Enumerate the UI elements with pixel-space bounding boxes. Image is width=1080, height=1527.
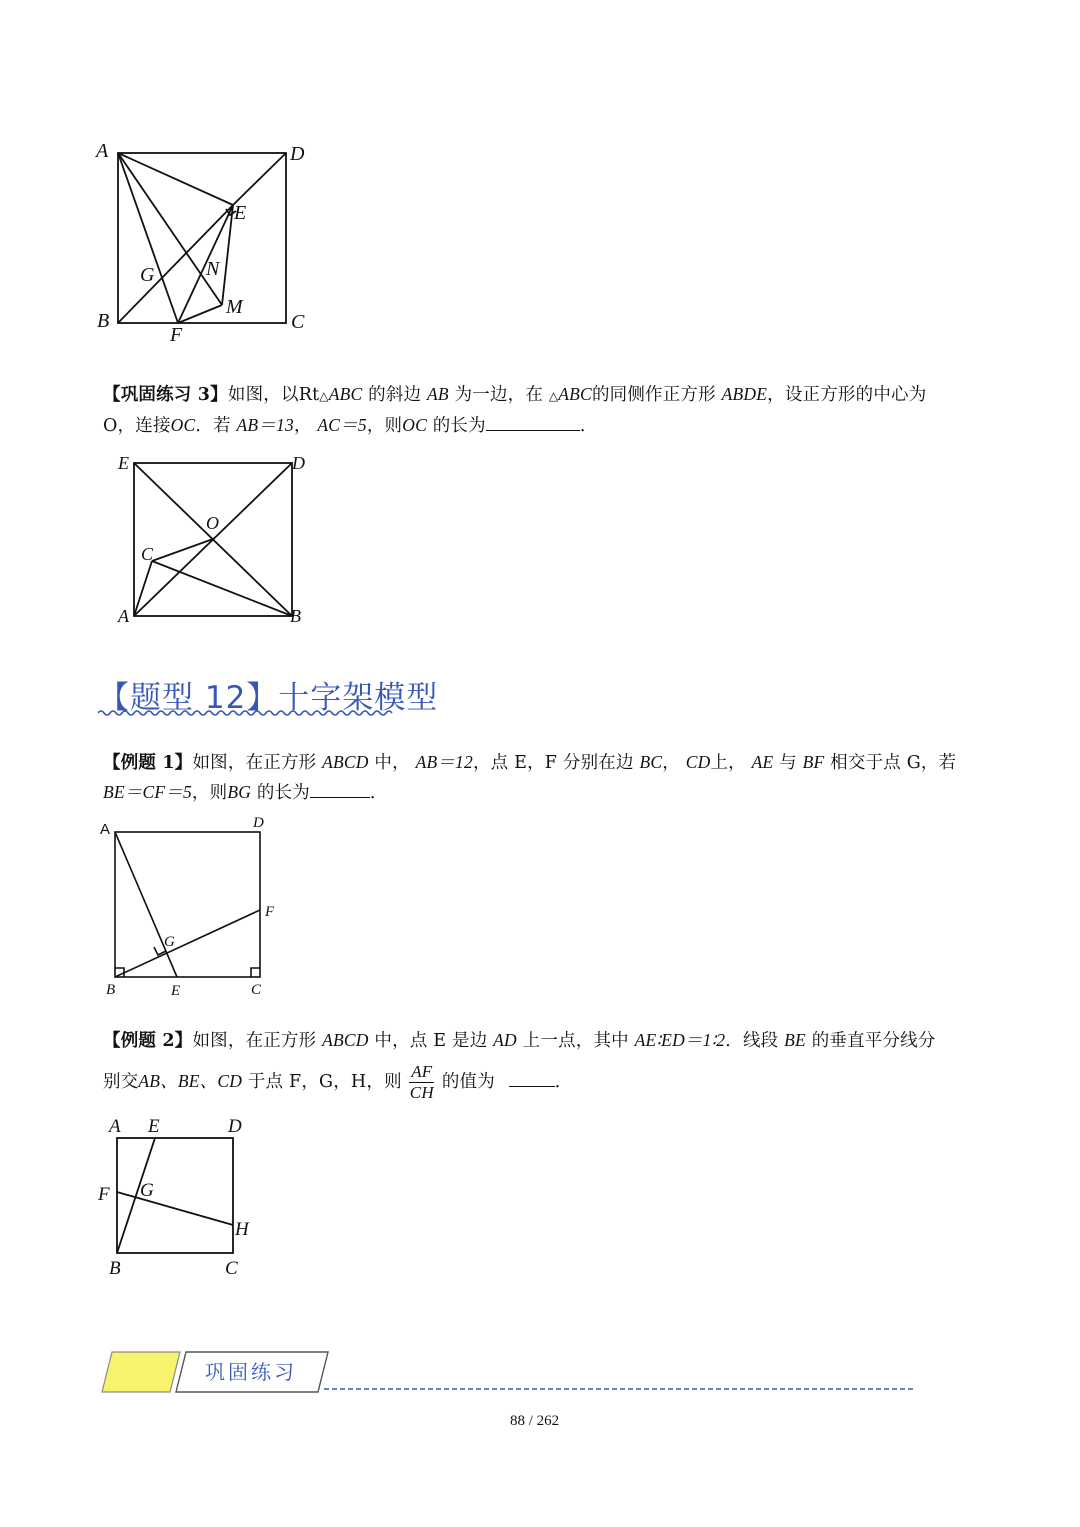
math: AB＝13: [236, 415, 294, 435]
label-F: F: [98, 1184, 110, 1205]
label-C: C: [141, 544, 154, 564]
text: 的垂直平分线分: [811, 1031, 936, 1051]
label-B: B: [106, 982, 116, 998]
exercise-tag: 【巩固练习 3】: [103, 385, 228, 405]
example-2-line-1: [103, 1026, 983, 1056]
math: BE: [784, 1030, 806, 1050]
label-B: B: [97, 310, 110, 332]
section-title-text: 【题型 12】十字架模型: [98, 680, 439, 716]
fraction-numerator: AF: [411, 1062, 433, 1081]
math: AD: [493, 1030, 517, 1050]
wavy-underline: [98, 708, 398, 718]
text: 上，: [710, 753, 746, 773]
label-B: B: [290, 606, 301, 626]
text: O，连接: [103, 416, 171, 436]
math: AB、BE、CD: [138, 1071, 243, 1091]
text: 中，: [374, 753, 410, 773]
label-O: O: [206, 513, 219, 533]
label-C: C: [225, 1258, 238, 1279]
text: 上一点，其中: [522, 1031, 629, 1051]
math: ABC: [328, 384, 363, 404]
figure-cross-model-2: [92, 1112, 267, 1287]
text: 相交于点 G，若: [830, 753, 957, 773]
label-E: E: [118, 453, 129, 473]
math: ABCD: [322, 752, 369, 772]
text: ，则: [191, 783, 228, 803]
label-F: F: [265, 904, 275, 920]
label-H: H: [235, 1219, 249, 1240]
math: AB: [427, 384, 449, 404]
math: OC: [402, 415, 427, 435]
math: ABCD: [322, 1030, 369, 1050]
text: ，点 E，F 分别在边: [472, 753, 634, 773]
math: ABC: [558, 384, 592, 404]
label-C: C: [291, 311, 305, 333]
math: BF: [802, 752, 825, 772]
label-G: G: [140, 264, 155, 286]
math: ABDE: [721, 384, 768, 404]
example-1-line-2: [103, 778, 983, 808]
label-B: B: [109, 1258, 121, 1279]
triangle-symbol: △: [319, 389, 329, 403]
text: 的值为: [441, 1072, 495, 1092]
text: 的斜边: [368, 385, 422, 405]
label-A: A: [100, 821, 111, 838]
label-D: D: [253, 815, 264, 831]
figure-square-abcd-emnfg: [90, 135, 330, 350]
text: ，: [662, 753, 680, 773]
label-G: G: [140, 1180, 154, 1201]
math: OC: [170, 415, 196, 435]
answer-blank[interactable]: [310, 796, 370, 798]
example-1: [103, 748, 983, 808]
label-E: E: [234, 202, 247, 224]
label-E: E: [171, 983, 181, 999]
example-2-line-2: [103, 1062, 983, 1103]
label-N: N: [206, 258, 220, 280]
text: ．: [554, 1072, 573, 1092]
label-D: D: [228, 1116, 242, 1137]
math: BC: [639, 752, 663, 772]
text: 中，点 E 是边: [374, 1031, 488, 1051]
text: Rt: [298, 385, 320, 405]
example-tag: 【例题 1】: [103, 753, 193, 773]
figure-cross-model-1: [95, 812, 290, 1002]
text: 别交: [103, 1072, 139, 1092]
exercise-3-line-2: [103, 411, 983, 441]
label-D: D: [292, 453, 305, 473]
answer-blank[interactable]: [486, 429, 580, 431]
text: 的长为: [256, 783, 310, 803]
exercise-3-line-1: [103, 380, 983, 411]
label-C: C: [251, 982, 262, 998]
text: 如图，以: [227, 385, 299, 405]
math: AE∶ED＝1∶2: [634, 1030, 726, 1050]
text: 的长为: [432, 416, 486, 436]
text: ．若: [195, 416, 231, 436]
fraction-denominator: CH: [409, 1083, 434, 1102]
example-2: [103, 1026, 983, 1103]
math: CD: [685, 752, 711, 772]
text: ．: [369, 783, 388, 803]
label-A: A: [118, 606, 129, 626]
example-1-line-1: [103, 748, 983, 778]
answer-blank[interactable]: [509, 1085, 555, 1087]
math: AC＝5: [317, 415, 367, 435]
triangle-symbol: △: [548, 389, 559, 403]
text: 与: [779, 753, 797, 773]
banner-accent-block: [102, 1352, 180, 1392]
text: 如图，在正方形: [192, 1031, 317, 1051]
text: 如图，在正方形: [192, 753, 317, 773]
text: 于点 F，G，H，则: [247, 1072, 402, 1092]
example-tag: 【例题 2】: [103, 1031, 193, 1051]
fraction-af-over-ch: [408, 1062, 436, 1103]
text: 为一边，在: [454, 385, 544, 405]
label-D: D: [290, 143, 305, 165]
math: BE＝CF＝5: [103, 782, 192, 802]
label-A: A: [96, 140, 109, 162]
text: ，: [293, 416, 312, 436]
figure-square-abde-center-o: [110, 448, 320, 633]
text: ，设正方形的中心为: [767, 385, 927, 405]
text: ．: [579, 416, 598, 436]
page-number: 88 / 262: [510, 1413, 560, 1429]
text: ．线段: [725, 1031, 779, 1051]
banner-label: 巩固练习: [205, 1360, 297, 1384]
label-E: E: [148, 1116, 160, 1137]
text: 的同侧作正方形: [591, 385, 716, 405]
label-M: M: [226, 296, 243, 318]
exercise-3: [103, 380, 983, 441]
math: AB＝12: [415, 752, 473, 772]
label-F: F: [170, 324, 183, 346]
math: AE: [751, 752, 774, 772]
math: BG: [227, 782, 252, 802]
label-A: A: [109, 1116, 121, 1137]
label-G: G: [164, 934, 175, 950]
text: ，则: [366, 416, 403, 436]
